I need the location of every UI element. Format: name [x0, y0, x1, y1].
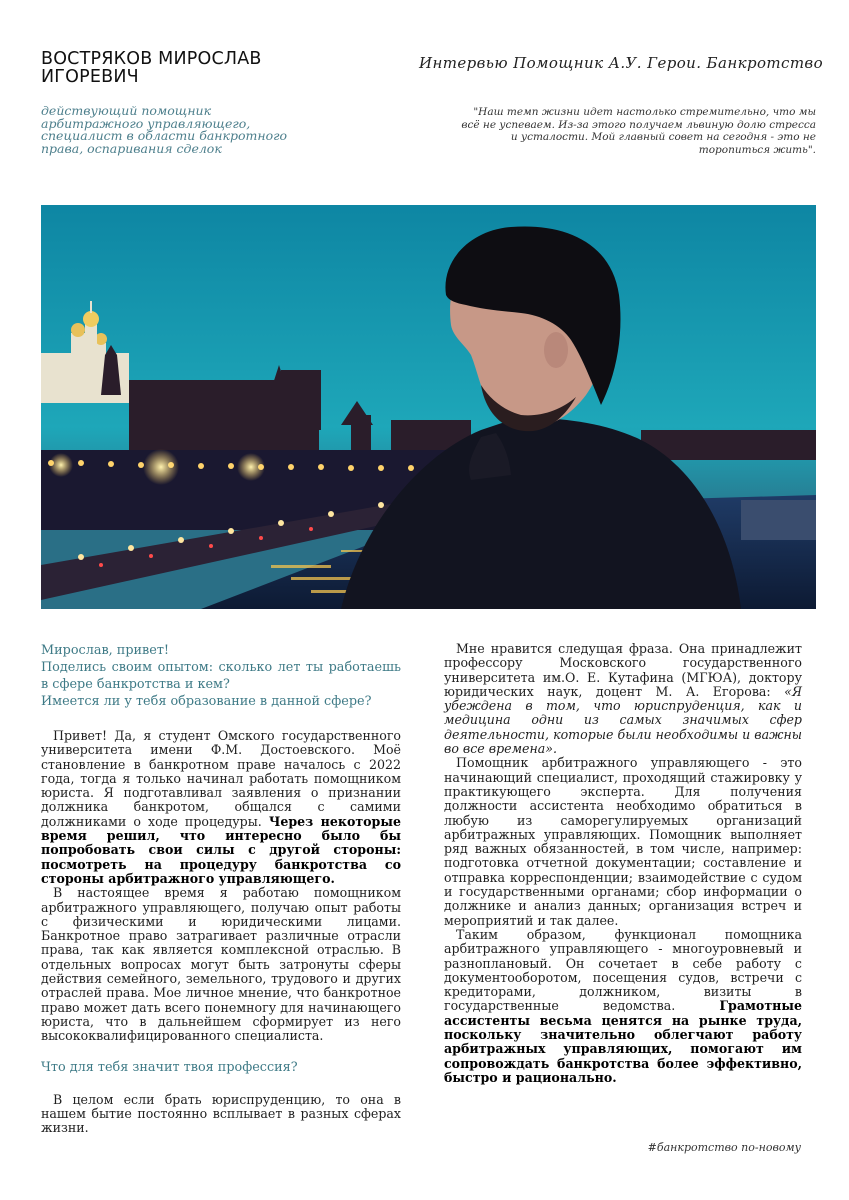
person-role: действующий помощник арбитражного управляющего, специалист в области банкротного права, оспаривания сделок [41, 103, 287, 156]
header-quote: "Наш темп жизни идет настолько стремительно, что мы всё не успеваем. Из-за этого получаем львиную долю стресса и усталости. Мой главный совет на сегодня - это не торопиться жить". [461, 106, 816, 156]
paragraph-assistant-duties: Помощник арбитражного управляющего - это начинающий специалист, проходящий стажировку у практикующего эксперта. Для получения должности ассистента необходимо обратиться в любую из саморегулируемых организаций арбитражных управляющих. Помощник выполняет ряд важных обязанностей, в том числе, например: подготовка отчетной документации; составление и отправка корреспонденции; взаимодействие с судом и государственными органами; сбор информации о должнике и анализ данных; организация встреч и мероприятий и так далее. [444, 755, 802, 928]
section-title: Интервью Помощник А.У. Герои. Банкротство [419, 54, 823, 72]
answer-profession: В целом если брать юриспруденцию, то она в нашем бытие постоянно всплывает в разных сферах жизни. [41, 1091, 401, 1136]
paragraph-quote [444, 642, 802, 756]
right-column [444, 642, 802, 1085]
paragraph-conclusion-text: Таким образом, функционал помощника арбитражного управляющего - многоуровневый и разноплановый. Он сочетает в себе работу с документооборотом, посещения судов, встречи с кредиторами, должником, визиты в государственные ведомства. [444, 926, 802, 1014]
portrait-photo [41, 205, 816, 609]
left-column [41, 642, 401, 1135]
paragraph-conclusion-bold: Грамотные ассистенты весьма ценятся на рынке труда, поскольку значительно облегчают работу арбитражных управляющих, помогают им сопровождать банкротства более эффективно, быстро и рационально. [444, 998, 802, 1085]
person-name: ВОСТРЯКОВ МИРОСЛАВ ИГОРЕВИЧ [41, 49, 262, 87]
answer-experience-text: Привет! Да, я студент Омского государственного университета имени Ф.М. Достоевского. Моё становление в банкротном праве началось с 2022 года, тогда я только начинал работать помощником юриста. Я подготавливал заявления о признании должника банкротом, общался с самими должниками о ходе процедуры. [41, 728, 401, 829]
question-profession: Что для тебя значит твоя профессия? [41, 1059, 298, 1075]
answer-experience-bold: Через некоторые время решил, что интересно было бы попробовать свои силы с другой стороны: посмотреть на процедуру банкротства со стороны арбитражного управляющего. [41, 813, 402, 886]
paragraph-quote-italic: «Я убеждена в том, что юриспруденция, как и медицина одни из самых значимых сфер деятельности, которые были необходимы и важны во все времена». [444, 683, 802, 757]
hashtag: #банкротство по-новому [647, 1141, 801, 1154]
question-experience: Поделись своим опытом: сколько лет ты работаешь в сфере банкротства и кем? [41, 660, 401, 692]
greeting: Мирослав, привет! [41, 643, 170, 658]
answer-current-work: В настоящее время я работаю помощником арбитражного управляющего, получаю опыт работы с физическими и юридическими лицами. Банкротное право затрагивает различные отрасли права, так как является комплексной отраслью. В отдельных вопросах могут быть затронуты сферы действия семейного, земельного, трудового и других отраслей права. Мое личное мнение, что банкротное право может дать всего понемногу для начинающего юриста, что в дальнейшем сформирует из него высококвалифицированного специалиста. [41, 885, 401, 1044]
question-education: Имеется ли у тебя образование в данной сфере? [41, 694, 372, 709]
paragraph-conclusion [444, 928, 802, 1085]
paragraph-quote-text: Мне нравится следущая фраза. Она принадлежит профессору Московского государственного университета им.О. Е. Кутафина (МГЮА), доктору юридических наук, доцент М. А. Егорова: [444, 641, 802, 699]
answer-experience [41, 729, 401, 886]
